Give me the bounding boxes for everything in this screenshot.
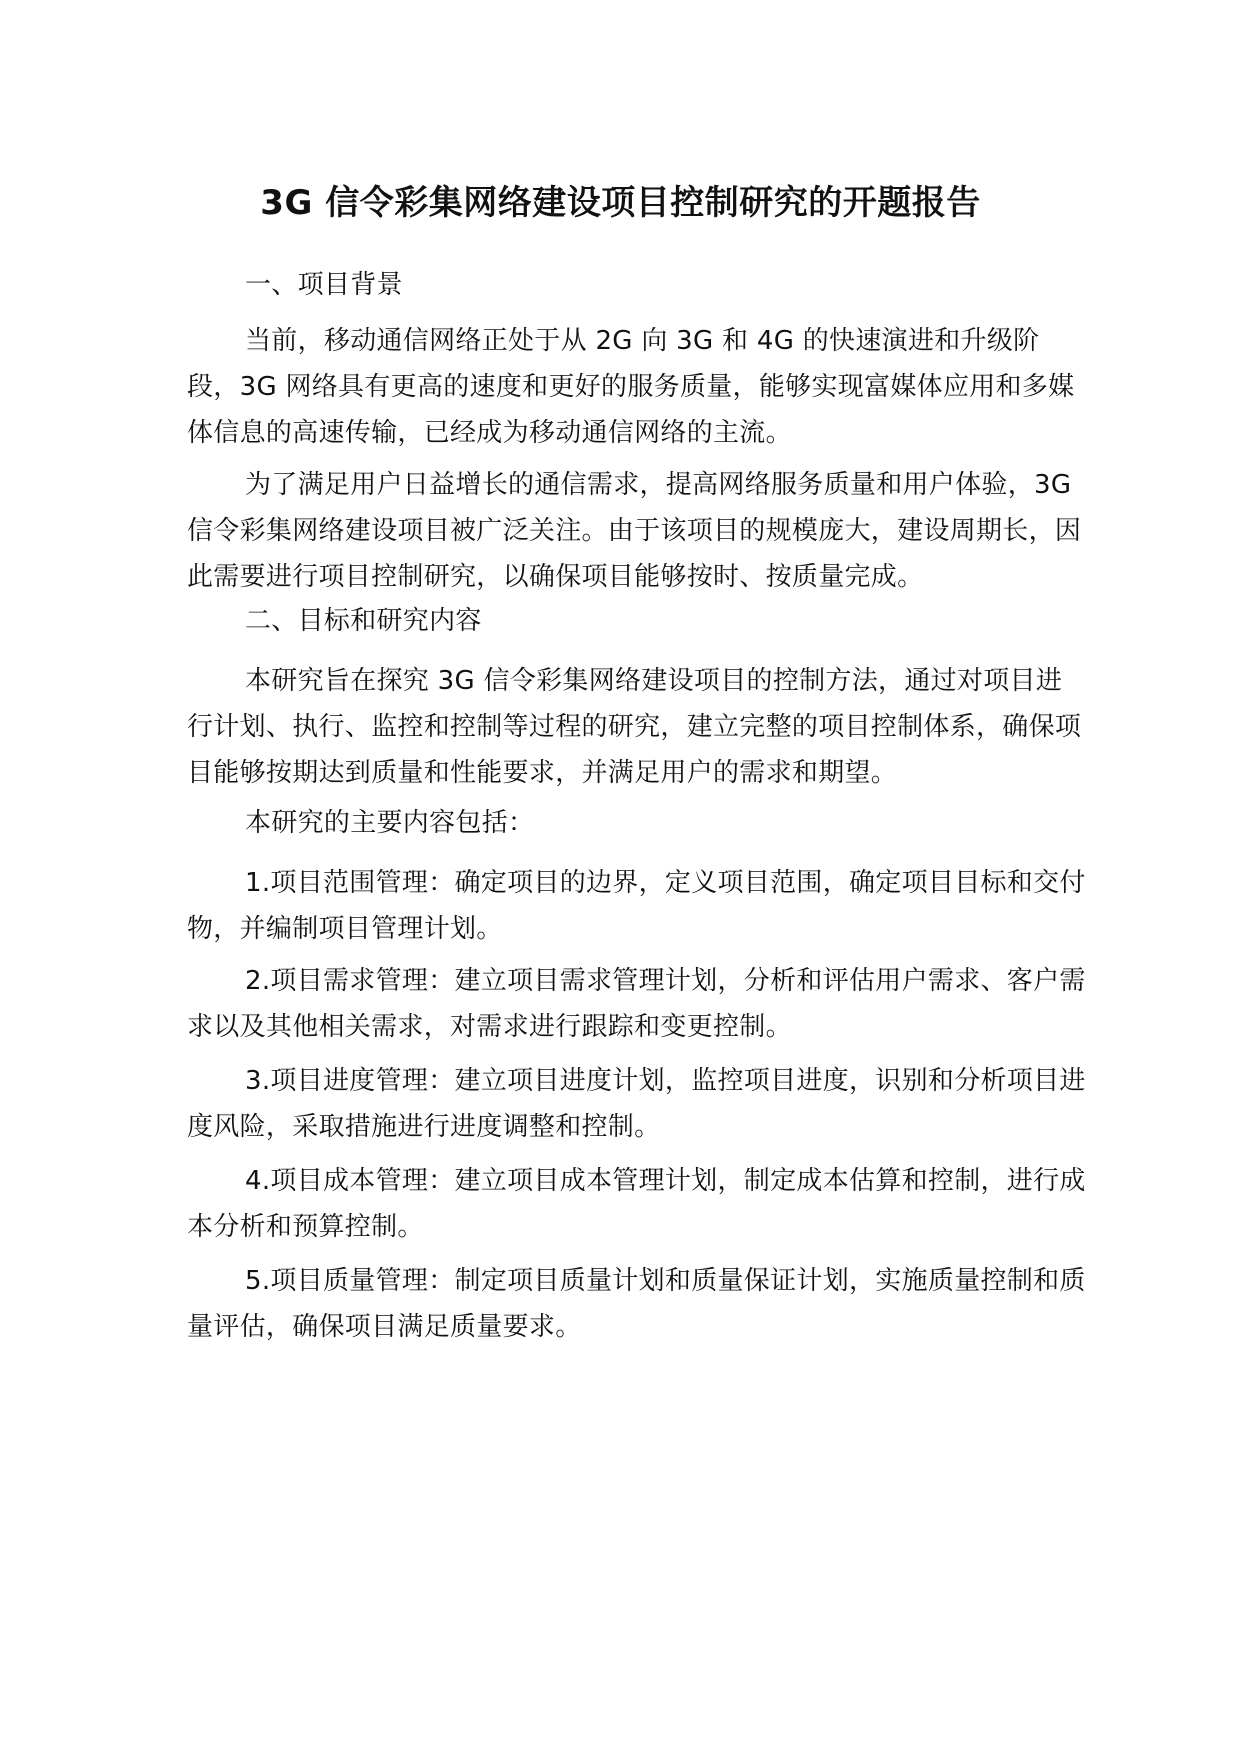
section-heading-background: 一、项目背景 xyxy=(245,270,403,300)
list-item-quality: 5.项目质量管理：制定项目质量计划和质量保证计划，实施质量控制和质量评估，确保项目满足质量要求。 xyxy=(187,1266,1086,1342)
paragraph-background-1: 当前，移动通信网络正处于从 2G 向 3G 和 4G 的快速演进和升级阶段，3G 网络具有更高的速度和更好的服务质量，能够实现富媒体应用和多媒体信息的高速传输，已经成为移动通信网络的主流。 xyxy=(187,326,1075,448)
paragraph-goals-1: 本研究旨在探究 3G 信令彩集网络建设项目的控制方法，通过对项目进行计划、执行、监控和控制等过程的研究，建立完整的项目控制体系，确保项目能够按期达到质量和性能要求，并满足用户的需求和期望。 xyxy=(187,666,1082,788)
paragraph-background-2: 为了满足用户日益增长的通信需求，提高网络服务质量和用户体验，3G 信令彩集网络建设项目被广泛关注。由于该项目的规模庞大，建设周期长，因此需要进行项目控制研究，以确保项目能够按时、按质量完成。 xyxy=(187,470,1082,592)
section-heading-goals: 二、目标和研究内容 xyxy=(245,606,482,636)
document-title: 3G 信令彩集网络建设项目控制研究的开题报告 xyxy=(260,183,981,223)
paragraph-goals-intro: 本研究的主要内容包括： xyxy=(245,808,535,838)
list-item-requirements: 2.项目需求管理：建立项目需求管理计划，分析和评估用户需求、客户需求以及其他相关需求，对需求进行跟踪和变更控制。 xyxy=(187,966,1086,1042)
list-item-scope: 1.项目范围管理：确定项目的边界，定义项目范围，确定项目目标和交付物，并编制项目管理计划。 xyxy=(187,868,1086,944)
list-item-cost: 4.项目成本管理：建立项目成本管理计划，制定成本估算和控制，进行成本分析和预算控制。 xyxy=(187,1166,1086,1242)
list-item-schedule: 3.项目进度管理：建立项目进度计划，监控项目进度，识别和分析项目进度风险，采取措施进行进度调整和控制。 xyxy=(187,1066,1086,1142)
